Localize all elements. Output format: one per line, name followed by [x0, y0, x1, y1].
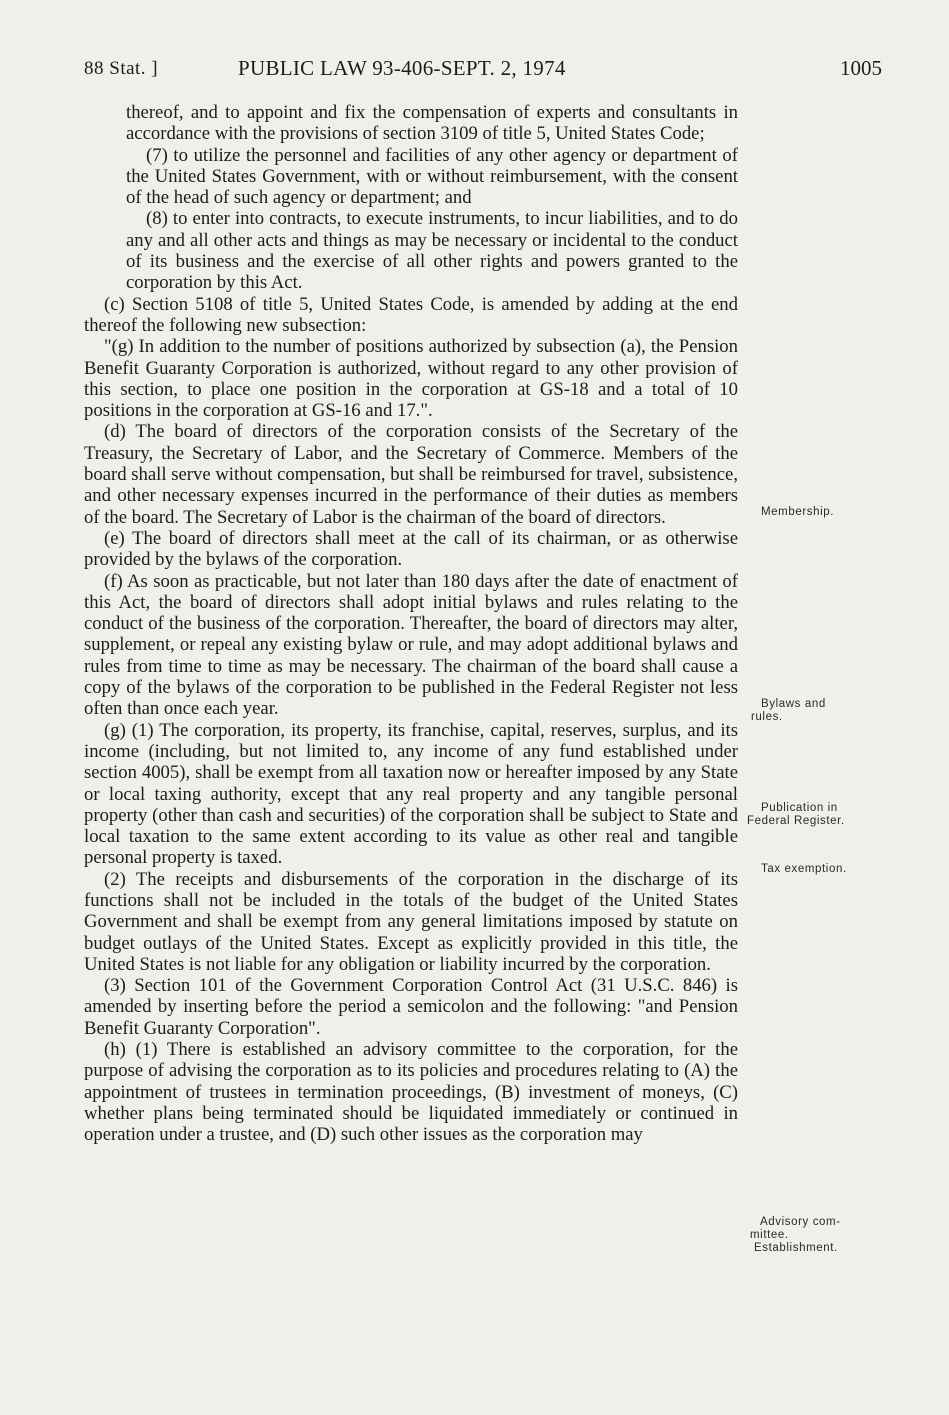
margin-note-line: Advisory com- [760, 1216, 841, 1228]
margin-note-line: Federal Register. [747, 815, 845, 827]
paragraph-quoted-g: "(g) In addition to the number of positions authorized by subsection (a), the Pension Benefit Guaranty Corporation is authorized, without regard to any other provision of this section, to place one position in the corporation at GS-18 and a total of 10 positions in the corporation at GS-16 and 17.". [84, 336, 738, 422]
margin-note-line: Bylaws and [761, 698, 826, 710]
paragraph-g3: (3) Section 101 of the Government Corporation Control Act (31 U.S.C. 846) is amended by inserting before the period a semicolon and the following: "and Pension Benefit Guaranty Corporation". [84, 975, 738, 1039]
margin-note-line: rules. [751, 711, 783, 723]
page-number: 1005 [840, 56, 882, 80]
paragraph-f: (f) As soon as practicable, but not later than 180 days after the date of enactment of this Act, the board of directors shall adopt initial bylaws and rules relating to the conduct of the business of the corporation. Thereafter, the board of directors may alter, supplement, or repeal any existing bylaw or rule, and may adopt additional bylaws and rules from time to time as may be necessary. The chairman of the board shall cause a copy of the bylaws of the corporation to be published in the Federal Register not less often than once each year. [84, 570, 738, 720]
statute-reference: 88 Stat. ] [84, 58, 159, 79]
margin-note-text: Membership. [761, 506, 835, 518]
paragraph-7: (7) to utilize the personnel and facilities of any other agency or department of the United States Government, with or without reimbursement, with the consent of the head of such agency or department; and [126, 144, 738, 209]
margin-note-bylaws [751, 698, 826, 724]
margin-note-line: Publication in [761, 802, 838, 814]
paragraph-c: (c) Section 5108 of title 5, United States Code, is amended by adding at the end thereof the following new subsection: [84, 293, 738, 336]
paragraph-continuation: thereof, and to appoint and fix the compensation of experts and consultants in accordance with the provisions of section 3109 of title 5, United States Code; [126, 102, 738, 145]
page-header [84, 52, 890, 86]
paragraph-h1: (h) (1) There is established an advisory committee to the corporation, for the purpose of advising the corporation as to its policies and procedures relating to (A) the appointment of trustees in termination proceedings, (B) investment of moneys, (C) whether plans being terminated should be liquidated immediately or continued in operation under a trustee, and (D) such other issues as the corporation may [84, 1039, 738, 1146]
paragraph-8: (8) to enter into contracts, to execute instruments, to incur liabilities, and to do any and all other acts and things as may be necessary or incidental to the conduct of its business and the exercise of all other rights and powers granted to the corporation by this Act. [126, 208, 738, 294]
paragraph-e: (e) The board of directors shall meet at the call of its chairman, or as otherwise provided by the bylaws of the corporation. [84, 527, 738, 571]
margin-note-advisory-committee [750, 1216, 841, 1255]
margin-note-membership [761, 506, 834, 519]
margin-note-publication [747, 802, 845, 828]
margin-note-text: Tax exemption. [761, 863, 847, 875]
margin-note-line: mittee. [750, 1229, 789, 1241]
paragraph-g1: (g) (1) The corporation, its property, its franchise, capital, reserves, surplus, and its income (including, but not limited to, any income of any fund established under section 4005), shall be exempt from all taxation now or hereafter imposed by any State or local taxing authority, except that any real property and any tangible personal property (other than cash and securities) of the corporation shall be subject to State and local taxation to the same extent according to its value as other real and tangible personal property is taxed. [84, 719, 738, 869]
page-title: PUBLIC LAW 93-406-SEPT. 2, 1974 [238, 56, 566, 80]
main-text [84, 102, 738, 1146]
paragraph-g2: (2) The receipts and disbursements of the corporation in the discharge of its functions shall not be included in the totals of the budget of the United States Government and shall be exempt from any general limitations imposed by statute on budget outlays of the United States. Except as explicitly provided in this title, the United States is not liable for any obligation or liability incurred by the corporation. [84, 868, 738, 975]
paragraph-d: (d) The board of directors of the corporation consists of the Secretary of the Treasury, the Secretary of Labor, and the Secretary of Commerce. Members of the board shall serve without compensation, but shall be reimbursed for travel, subsistence, and other necessary expenses incurred in the performance of their duties as members of the board. The Secretary of Labor is the chairman of the board of directors. [84, 421, 738, 528]
margin-note-line: Establishment. [754, 1242, 838, 1254]
margin-note-tax-exemption [761, 863, 847, 876]
